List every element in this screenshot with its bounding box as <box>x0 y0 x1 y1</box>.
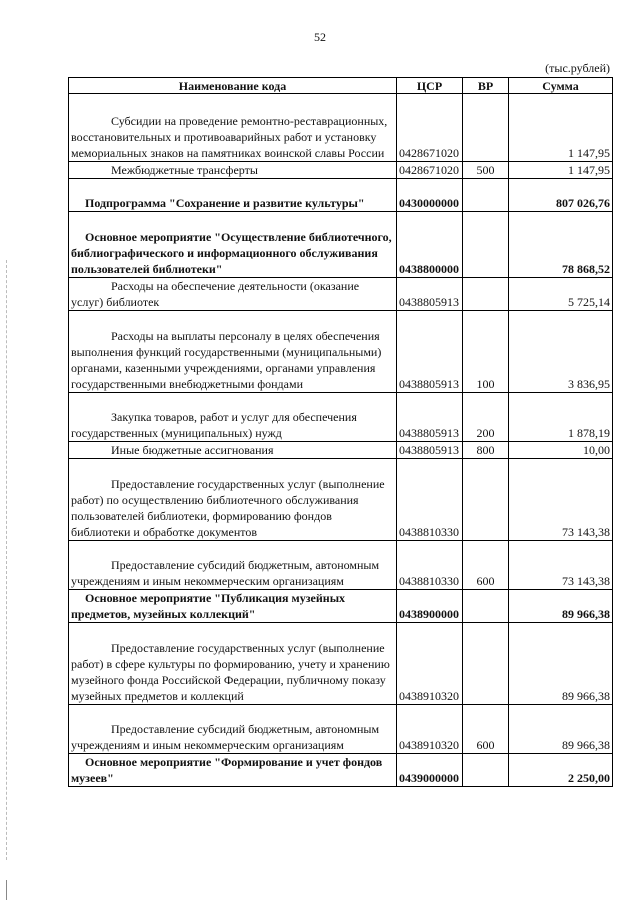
row-vr <box>463 459 509 541</box>
row-csr: 0438810330 <box>397 459 463 541</box>
table-row <box>69 623 613 705</box>
row-csr: 0438910320 <box>397 705 463 754</box>
header-vr: ВР <box>463 78 509 94</box>
row-name: Предоставление государственных услуг (выполнение работ) по осуществлению библиотечного обслуживания пользователей библиотеки, формированию фондов библиотеки и обработке документов <box>69 459 397 541</box>
table-row <box>69 278 613 311</box>
table-row <box>69 442 613 459</box>
row-sum: 3 836,95 <box>509 311 613 393</box>
table-row <box>69 541 613 590</box>
row-vr: 200 <box>463 393 509 442</box>
table-row <box>69 94 613 162</box>
row-name: Закупка товаров, работ и услуг для обеспечения государственных (муниципальных) нужд <box>69 393 397 442</box>
row-name: Субсидии на проведение ремонтно-реставрационных, восстановительных и противоаварийных работ и установку мемориальных знаков на памятниках воинской славы России <box>69 94 397 162</box>
budget-table <box>68 77 613 787</box>
table-row <box>69 212 613 278</box>
table-row <box>69 179 613 212</box>
row-sum: 1 147,95 <box>509 162 613 179</box>
table-row <box>69 590 613 623</box>
row-vr <box>463 278 509 311</box>
table-row <box>69 459 613 541</box>
row-vr <box>463 179 509 212</box>
row-vr <box>463 623 509 705</box>
row-name: Предоставление субсидий бюджетным, автономным учреждениям и иным некоммерческим организациям <box>69 705 397 754</box>
scan-margin-mark <box>6 260 9 860</box>
header-name: Наименование кода <box>69 78 397 94</box>
scan-margin-mark <box>6 880 9 900</box>
table-row <box>69 705 613 754</box>
table-row <box>69 754 613 787</box>
row-name: Расходы на выплаты персоналу в целях обеспечения выполнения функций государственными (муниципальными) органами, казенными учреждениями, органами управления государственными внебюджетными фондами <box>69 311 397 393</box>
row-name: Основное мероприятие "Осуществление библиотечного, библиографического и информационного обслуживания пользователей библиотеки" <box>69 212 397 278</box>
row-vr: 600 <box>463 705 509 754</box>
header-sum: Сумма <box>509 78 613 94</box>
row-sum: 89 966,38 <box>509 623 613 705</box>
row-vr <box>463 590 509 623</box>
header-csr: ЦСР <box>397 78 463 94</box>
row-name: Основное мероприятие "Формирование и учет фондов музеев" <box>69 754 397 787</box>
row-sum: 1 878,19 <box>509 393 613 442</box>
row-csr: 0438805913 <box>397 442 463 459</box>
row-sum: 73 143,38 <box>509 459 613 541</box>
row-name: Иные бюджетные ассигнования <box>69 442 397 459</box>
row-name: Межбюджетные трансферты <box>69 162 397 179</box>
table-row <box>69 162 613 179</box>
row-name: Расходы на обеспечение деятельности (оказание услуг) библиотек <box>69 278 397 311</box>
row-sum: 10,00 <box>509 442 613 459</box>
row-csr: 0438805913 <box>397 278 463 311</box>
row-csr: 0428671020 <box>397 162 463 179</box>
row-vr <box>463 754 509 787</box>
row-vr: 800 <box>463 442 509 459</box>
row-sum: 807 026,76 <box>509 179 613 212</box>
row-name: Предоставление субсидий бюджетным, автономным учреждениям и иным некоммерческим организациям <box>69 541 397 590</box>
row-name: Основное мероприятие "Публикация музейных предметов, музейных коллекций" <box>69 590 397 623</box>
row-vr <box>463 212 509 278</box>
row-sum: 2 250,00 <box>509 754 613 787</box>
row-csr: 0428671020 <box>397 94 463 162</box>
row-csr: 0430000000 <box>397 179 463 212</box>
table-row <box>69 311 613 393</box>
row-sum: 73 143,38 <box>509 541 613 590</box>
row-csr: 0438900000 <box>397 590 463 623</box>
row-sum: 89 966,38 <box>509 590 613 623</box>
unit-label: (тыс.рублей) <box>545 61 610 75</box>
row-csr: 0439000000 <box>397 754 463 787</box>
row-vr: 100 <box>463 311 509 393</box>
row-csr: 0438800000 <box>397 212 463 278</box>
row-vr <box>463 94 509 162</box>
row-csr: 0438805913 <box>397 311 463 393</box>
row-csr: 0438805913 <box>397 393 463 442</box>
row-name: Подпрограмма "Сохранение и развитие культуры" <box>69 179 397 212</box>
row-vr: 600 <box>463 541 509 590</box>
table-row <box>69 393 613 442</box>
row-vr: 500 <box>463 162 509 179</box>
row-name: Предоставление государственных услуг (выполнение работ) в сфере культуры по формированию, учету и хранению музейного фонда Российской Федерации, публичному показу музейных предметов и коллекций <box>69 623 397 705</box>
row-sum: 89 966,38 <box>509 705 613 754</box>
table-header-row <box>69 78 613 94</box>
page-number: 52 <box>314 30 326 44</box>
row-csr: 0438910320 <box>397 623 463 705</box>
row-sum: 1 147,95 <box>509 94 613 162</box>
row-sum: 78 868,52 <box>509 212 613 278</box>
row-sum: 5 725,14 <box>509 278 613 311</box>
row-csr: 0438810330 <box>397 541 463 590</box>
